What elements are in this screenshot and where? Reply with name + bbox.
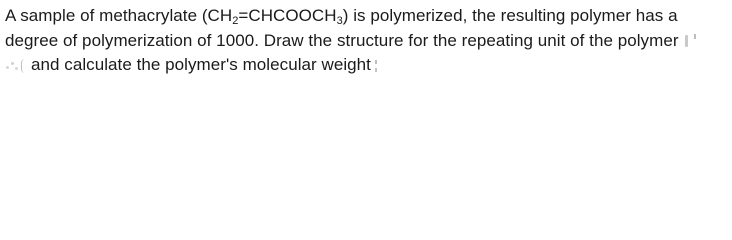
question-page: [0, 0, 732, 83]
subscript-3: 3: [336, 15, 343, 27]
question-text: [5, 4, 727, 78]
question-line-1: [5, 4, 727, 29]
question-line-3: [5, 53, 727, 78]
line-3-text: and calculate the polymer's molecular weight: [31, 55, 371, 74]
scan-artifact-icon: [373, 58, 387, 74]
scan-artifact-icon: [5, 57, 27, 75]
line-1-text-end: ) is polymerized, the resulting polymer has a: [342, 6, 678, 25]
question-line-2: [5, 29, 727, 54]
line-1-text-middle: =CHCOOCH: [238, 6, 337, 25]
line-1-text-start: A sample of methacrylate (CH: [5, 6, 233, 25]
scan-artifact-icon: [683, 33, 699, 49]
line-2-text: degree of polymerization of 1000. Draw the structure for the repeating unit of the polymer: [5, 30, 679, 50]
subscript-2: 2: [232, 15, 239, 27]
